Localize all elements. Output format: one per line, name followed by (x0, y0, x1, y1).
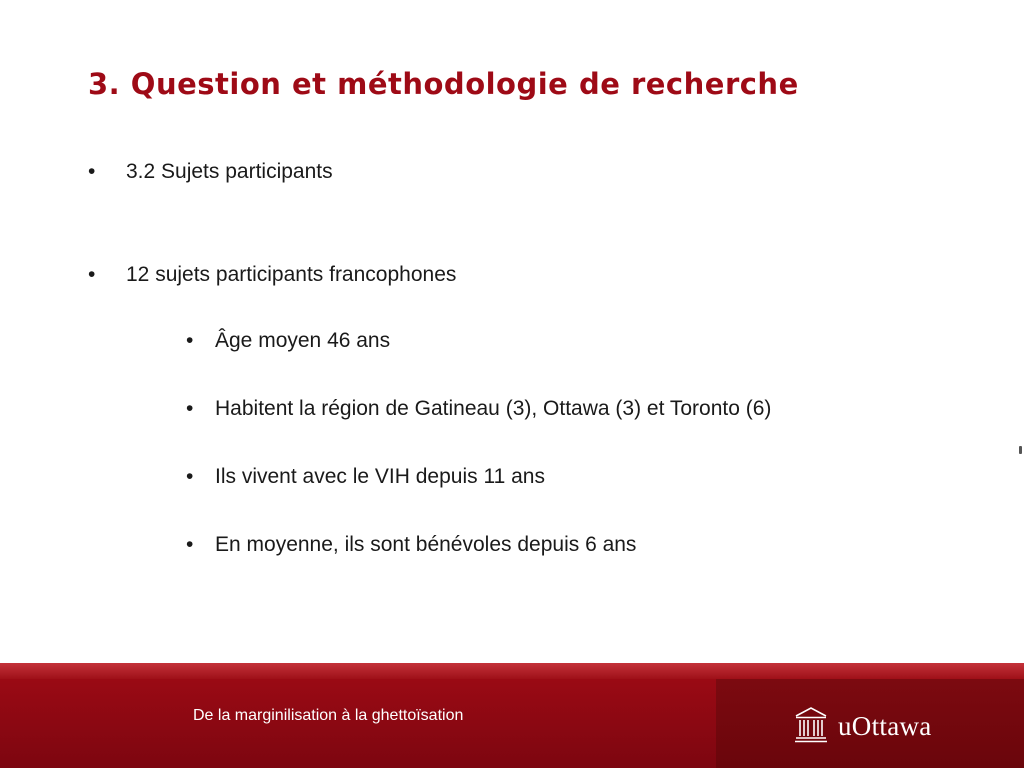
sub-bullet-text: Âge moyen 46 ans (215, 329, 391, 352)
edge-mark (1019, 446, 1022, 454)
bullet-marker: • (88, 263, 96, 286)
bullet-text: 3.2 Sujets participants (126, 160, 333, 183)
sub-bullet-marker: • (186, 533, 194, 556)
bullet-marker: • (88, 160, 96, 183)
footer-top-stripe (0, 663, 1024, 679)
sub-bullet-text: Habitent la région de Gatineau (3), Ottawa (3) et Toronto (6) (215, 397, 772, 420)
bullet-text: 12 sujets participants francophones (126, 263, 457, 286)
slide-title: 3. Question et méthodologie de recherche (88, 67, 799, 101)
sub-bullet-marker: • (186, 465, 194, 488)
uottawa-wordmark: uOttawa (838, 711, 932, 741)
building-columns-icon (793, 705, 829, 745)
footer-caption: De la marginilisation à la ghettoïsation (193, 707, 464, 724)
sub-bullet-marker: • (186, 329, 194, 352)
footer-band (0, 663, 1024, 768)
sub-bullet-text: Ils vivent avec le VIH depuis 11 ans (215, 465, 545, 488)
sub-bullet-marker: • (186, 397, 194, 420)
sub-bullet-text: En moyenne, ils sont bénévoles depuis 6 ans (215, 533, 637, 556)
